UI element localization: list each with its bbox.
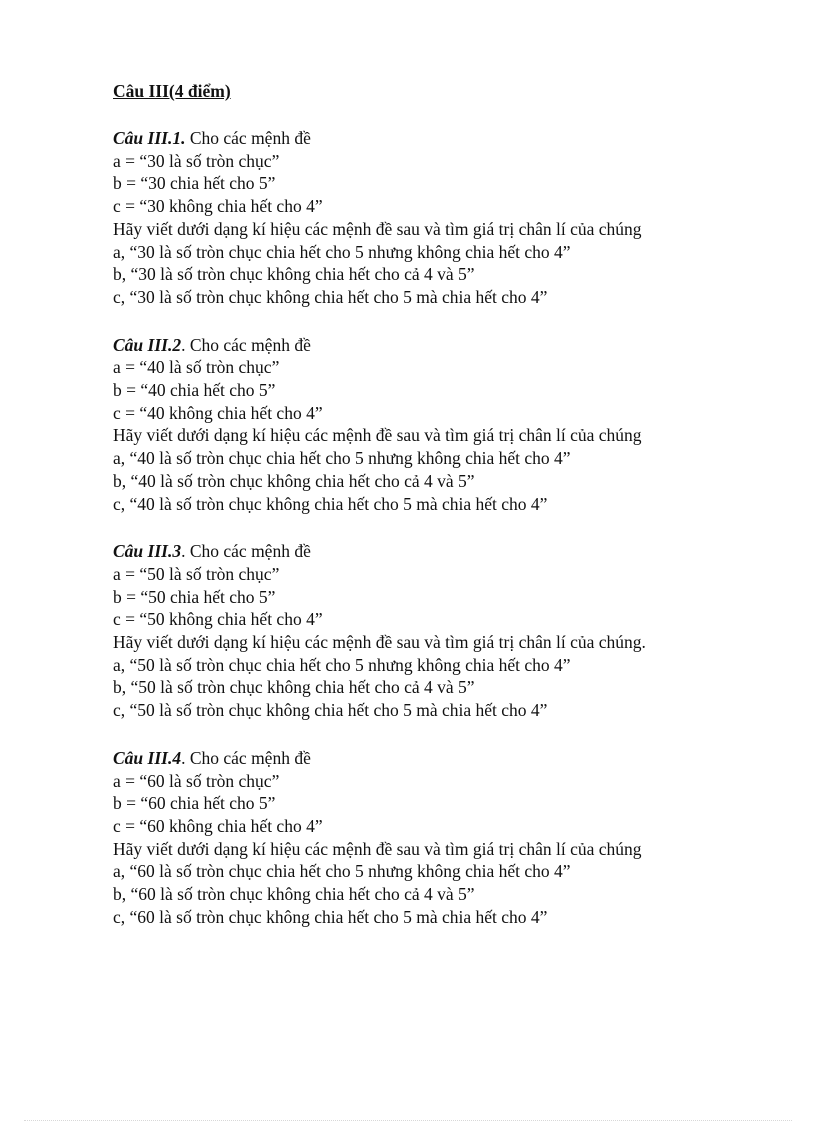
page-heading: Câu III(4 điểm)	[113, 81, 231, 101]
statement-a: a, “30 là số tròn chục chia hết cho 5 nhưng không chia hết cho 4”	[113, 241, 571, 262]
proposition-a: a = “30 là số tròn chục”	[113, 150, 280, 171]
statement-b: b, “30 là số tròn chục không chia hết cho cả 4 và 5”	[113, 264, 475, 285]
statement-c: c, “30 là số tròn chục không chia hết cho 5 mà chia hết cho 4”	[113, 286, 548, 307]
proposition-c: c = “40 không chia hết cho 4”	[113, 402, 323, 423]
proposition-b: b = “50 chia hết cho 5”	[113, 586, 276, 607]
question-section-2	[113, 334, 803, 516]
instruction: Hãy viết dưới dạng kí hiệu các mệnh đề sau và tìm giá trị chân lí của chúng	[113, 218, 642, 239]
proposition-c: c = “60 không chia hết cho 4”	[113, 815, 323, 836]
proposition-a: a = “40 là số tròn chục”	[113, 357, 280, 378]
proposition-c: c = “50 không chia hết cho 4”	[113, 609, 323, 630]
section-label: Câu III.4	[113, 747, 182, 768]
instruction: Hãy viết dưới dạng kí hiệu các mệnh đề sau và tìm giá trị chân lí của chúng	[113, 838, 642, 859]
statement-b: b, “50 là số tròn chục không chia hết cho cả 4 và 5”	[113, 677, 475, 698]
question-section-4	[113, 747, 803, 929]
statement-a: a, “50 là số tròn chục chia hết cho 5 nhưng không chia hết cho 4”	[113, 654, 571, 675]
section-label: Câu III.2	[113, 334, 182, 355]
section-intro: Cho các mệnh đề	[185, 128, 311, 148]
instruction: Hãy viết dưới dạng kí hiệu các mệnh đề sau và tìm giá trị chân lí của chúng.	[113, 632, 646, 653]
section-title	[113, 334, 803, 357]
statement-c: c, “40 là số tròn chục không chia hết cho 5 mà chia hết cho 4”	[113, 493, 548, 514]
section-intro: . Cho các mệnh đề	[181, 334, 311, 355]
proposition-c: c = “30 không chia hết cho 4”	[113, 196, 323, 217]
section-title	[113, 540, 803, 563]
statement-b: b, “60 là số tròn chục không chia hết cho cả 4 và 5”	[113, 884, 475, 905]
statement-c: c, “50 là số tròn chục không chia hết cho 5 mà chia hết cho 4”	[113, 700, 548, 721]
statement-c: c, “60 là số tròn chục không chia hết cho 5 mà chia hết cho 4”	[113, 906, 548, 927]
section-title	[113, 127, 803, 150]
section-label: Câu III.1.	[113, 128, 186, 148]
question-section-1	[113, 127, 803, 309]
document-page	[113, 80, 803, 954]
section-label: Câu III.3	[113, 541, 182, 562]
section-intro: . Cho các mệnh đề	[181, 541, 311, 562]
instruction: Hãy viết dưới dạng kí hiệu các mệnh đề sau và tìm giá trị chân lí của chúng	[113, 425, 642, 446]
question-section-3	[113, 540, 803, 722]
statement-b: b, “40 là số tròn chục không chia hết cho cả 4 và 5”	[113, 470, 475, 491]
proposition-a: a = “50 là số tròn chục”	[113, 563, 280, 584]
proposition-a: a = “60 là số tròn chục”	[113, 770, 280, 791]
proposition-b: b = “30 chia hết cho 5”	[113, 173, 276, 194]
proposition-b: b = “40 chia hết cho 5”	[113, 380, 276, 401]
statement-a: a, “60 là số tròn chục chia hết cho 5 nhưng không chia hết cho 4”	[113, 861, 571, 882]
section-title	[113, 747, 803, 770]
statement-a: a, “40 là số tròn chục chia hết cho 5 nhưng không chia hết cho 4”	[113, 448, 571, 469]
section-intro: . Cho các mệnh đề	[181, 747, 311, 768]
proposition-b: b = “60 chia hết cho 5”	[113, 793, 276, 814]
page-bottom-rule	[24, 1120, 792, 1121]
